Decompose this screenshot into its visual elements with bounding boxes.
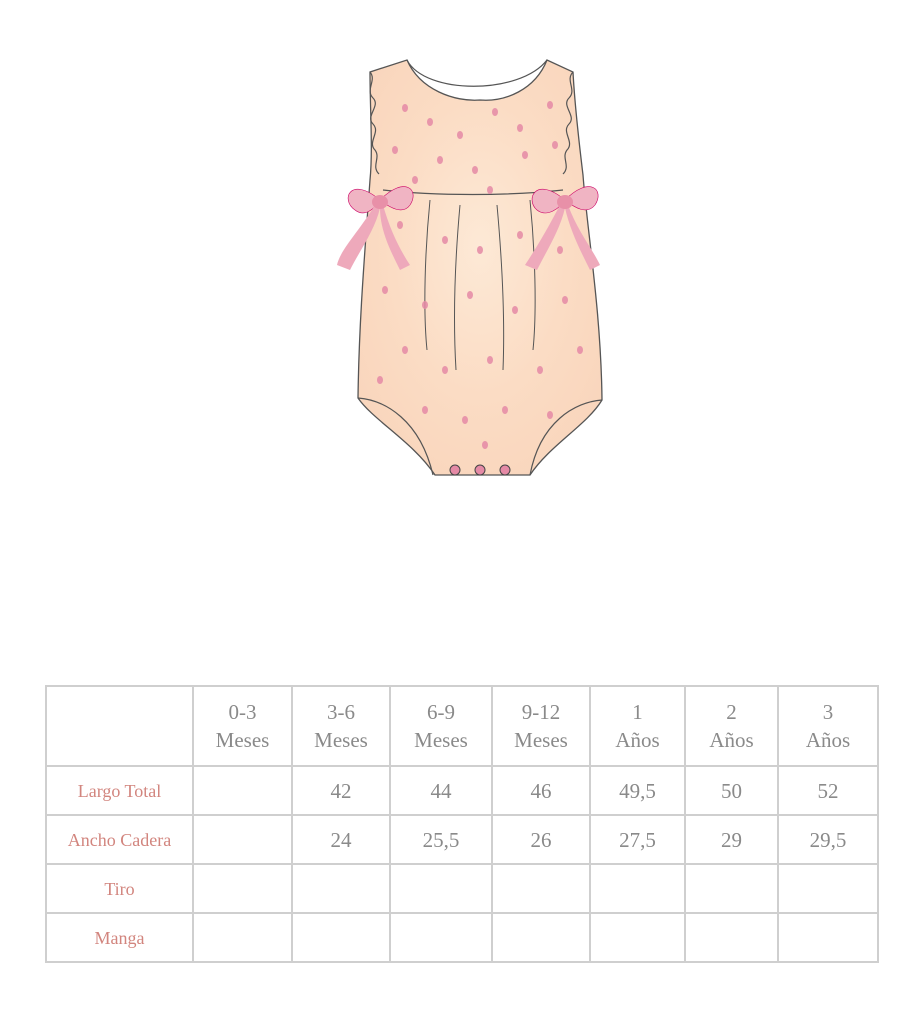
row-manga <box>46 913 878 962</box>
table-cell: 46 <box>492 766 590 815</box>
table-cell <box>778 913 878 962</box>
size-chart-table <box>45 685 879 963</box>
size-header-6-9: 6-9 Meses <box>390 686 492 766</box>
size-header-9-12: 9-12 Meses <box>492 686 590 766</box>
row-largo-total <box>46 766 878 815</box>
table-cell: 42 <box>292 766 390 815</box>
table-cell: 27,5 <box>590 815 685 864</box>
corner-cell <box>46 686 193 766</box>
neckline <box>407 60 547 86</box>
table-cell: 29,5 <box>778 815 878 864</box>
table-cell <box>590 913 685 962</box>
table-cell <box>193 913 292 962</box>
table-cell <box>390 913 492 962</box>
size-header-row <box>46 686 878 766</box>
snap-buttons <box>450 465 510 475</box>
row-label: Tiro <box>46 864 193 913</box>
table-cell <box>390 864 492 913</box>
romper-illustration <box>325 50 615 495</box>
row-label: Ancho Cadera <box>46 815 193 864</box>
table-cell <box>193 864 292 913</box>
table-cell <box>778 864 878 913</box>
table-cell: 50 <box>685 766 778 815</box>
table-cell <box>193 815 292 864</box>
table-cell <box>292 864 390 913</box>
table-cell <box>685 864 778 913</box>
table-cell: 44 <box>390 766 492 815</box>
table-cell: 49,5 <box>590 766 685 815</box>
table-cell: 52 <box>778 766 878 815</box>
table-cell <box>685 913 778 962</box>
table-cell: 24 <box>292 815 390 864</box>
romper-body <box>358 60 602 475</box>
table-cell <box>492 864 590 913</box>
table-cell <box>292 913 390 962</box>
table-cell: 25,5 <box>390 815 492 864</box>
size-header-1: 1 Años <box>590 686 685 766</box>
row-ancho-cadera <box>46 815 878 864</box>
table-cell <box>590 864 685 913</box>
size-header-0-3: 0-3 Meses <box>193 686 292 766</box>
size-header-2: 2 Años <box>685 686 778 766</box>
row-label: Largo Total <box>46 766 193 815</box>
table-cell <box>492 913 590 962</box>
table-cell <box>193 766 292 815</box>
size-header-3: 3 Años <box>778 686 878 766</box>
table-cell: 26 <box>492 815 590 864</box>
table-cell: 29 <box>685 815 778 864</box>
row-label: Manga <box>46 913 193 962</box>
row-tiro <box>46 864 878 913</box>
size-header-3-6: 3-6 Meses <box>292 686 390 766</box>
